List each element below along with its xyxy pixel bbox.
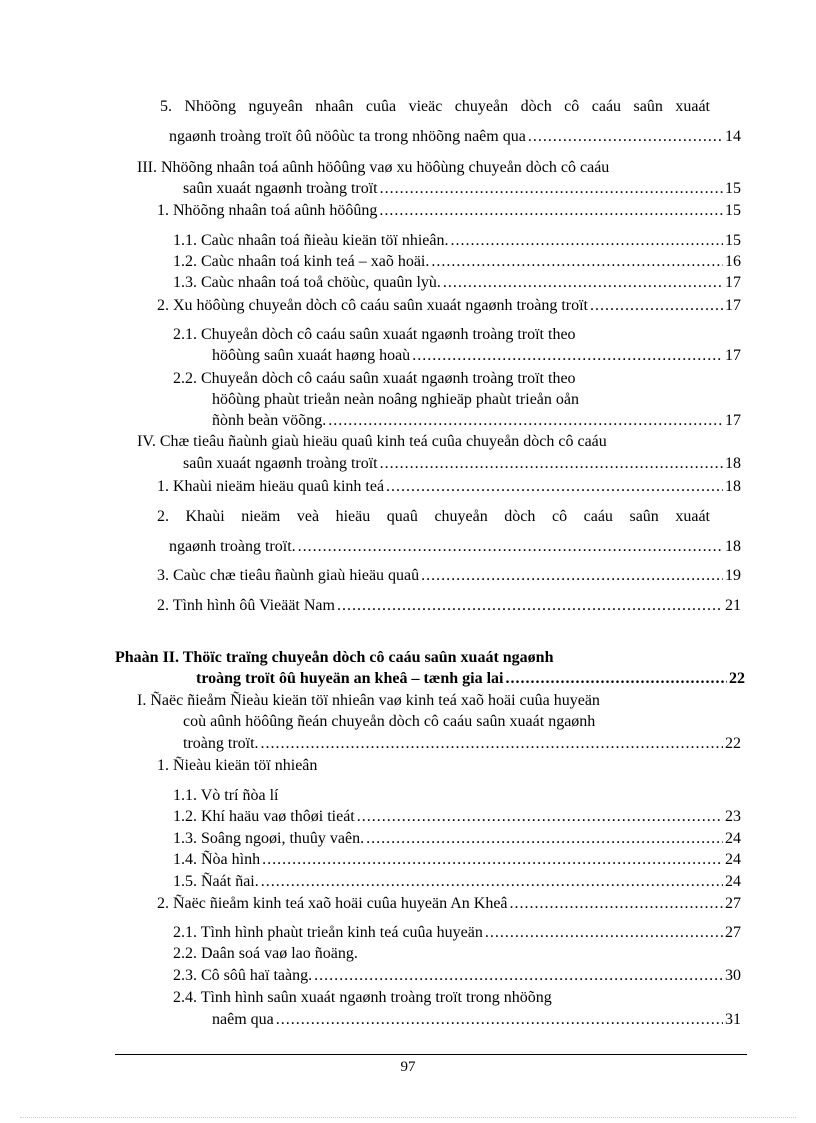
toc-entry: 2. Ñaëc ñieåm kinh teá xaõ hoäi cuûa huyeän An Kheâ ..... 27 bbox=[157, 893, 741, 915]
toc-entry: 1.2. Khí haäu vaø thôøi tieát ..... 23 bbox=[173, 806, 741, 828]
toc-heading: III. Nhöõng nhaân toá aûnh höôûng vaø xu höôùng chuyeån dòch cô caáu bbox=[137, 159, 610, 176]
toc-entry: 1.3. Soâng ngoøi, thuûy vaên. ..... 24 bbox=[173, 828, 741, 850]
toc-entry: 2. Tình hình ôû Vieäät Nam ..... 21 bbox=[157, 595, 741, 617]
toc-entry: saûn xuaát ngaønh troàng troït ..... 15 bbox=[183, 178, 741, 200]
toc-entry: 2.4. Tình hình saûn xuaát ngaønh troàng troït trong nhöõng bbox=[173, 989, 552, 1006]
toc-entry: 1.1. Vò trí ñòa lí bbox=[173, 787, 279, 804]
page-edge-divider bbox=[20, 1117, 796, 1118]
toc-entry: 3. Caùc chæ tieâu ñaùnh giaù hieäu quaû ..... 19 bbox=[157, 565, 741, 587]
toc-entry: troàng troït. ..... 22 bbox=[183, 733, 741, 755]
toc-entry: 2.1. Chuyeån dòch cô caáu saûn xuaát ngaønh troàng troït theo bbox=[173, 326, 576, 343]
toc-entry: 1. Ñieàu kieän töï nhieân bbox=[157, 757, 318, 774]
toc-heading: IV. Chæ tieâu ñaùnh giaù hieäu quaû kinh teá cuûa chuyeån dòch cô caáu bbox=[137, 433, 607, 450]
toc-entry: naêm qua ..... 31 bbox=[212, 1009, 741, 1031]
toc-entry: höôùng saûn xuaát haøng hoaù ..... 17 bbox=[212, 345, 741, 367]
toc-part-heading: troàng troït ôû huyeän an kheâ – tænh gia lai ..... 22 bbox=[196, 668, 745, 690]
toc-entry: 1. Nhöõng nhaân toá aûnh höôûng ..... 15 bbox=[157, 200, 741, 222]
toc-entry: 2.3. Cô sôû haï taàng. ..... 30 bbox=[173, 965, 741, 987]
toc-entry: 2.2. Chuyeån dòch cô caáu saûn xuaát ngaønh troàng troït theo bbox=[173, 370, 576, 387]
toc-part-heading: Phaàn II. Thöïc traïng chuyeån dòch cô caáu saûn xuaát ngaønh bbox=[115, 649, 554, 666]
footer-rule bbox=[115, 1054, 747, 1055]
toc-entry: coù aûnh höôûng ñeán chuyeån dòch cô caáu saûn xuaát ngaønh bbox=[183, 713, 596, 730]
toc-entry: ngaønh troàng troït ôû nöôùc ta trong nhöõng naêm qua ..... 14 bbox=[169, 126, 741, 148]
toc-entry: höôùng phaùt trieån neàn noâng nghieäp phaùt trieån oån bbox=[212, 391, 579, 408]
toc-entry: 1.1. Caùc nhaân toá ñieàu kieän töï nhieân. ..... 15 bbox=[173, 230, 741, 252]
toc-entry: 1.2. Caùc nhaân toá kinh teá – xaõ hoäi. ..... 16 bbox=[173, 251, 741, 273]
toc-entry: 2.2. Daân soá vaø lao ñoäng. bbox=[173, 945, 358, 962]
toc-heading: I. Ñaëc ñieåm Ñieàu kieän töï nhieân vaø kinh teá xaõ hoäi cuûa huyeän bbox=[137, 692, 600, 709]
toc-entry: 2. Khaùi nieäm veà hieäu quaû chuyeån dòch cô caáu saûn xuaát bbox=[157, 508, 710, 525]
toc-entry: 1.4. Ñòa hình ..... 24 bbox=[173, 849, 741, 871]
toc-entry: 1.5. Ñaát ñai. ..... 24 bbox=[173, 871, 741, 893]
toc-entry: saûn xuaát ngaønh troàng troït ..... 18 bbox=[183, 453, 741, 475]
toc-entry: ngaønh troàng troït. ..... 18 bbox=[169, 536, 741, 558]
toc-entry: 1. Khaùi nieäm hieäu quaû kinh teá ..... 18 bbox=[157, 476, 741, 498]
toc-entry: ñònh beàn vöõng. ..... 17 bbox=[212, 410, 741, 432]
page-number: 97 bbox=[400, 1059, 416, 1075]
toc-entry: 1.3. Caùc nhaân toá toå chöùc, quaûn lyù. ..... 17 bbox=[173, 272, 741, 294]
toc-entry: 5. Nhöõng nguyeân nhaân cuûa vieäc chuyeån dòch cô caáu saûn xuaát bbox=[160, 98, 710, 115]
toc-entry: 2.1. Tình hình phaùt trieån kinh teá cuûa huyeän ..... 27 bbox=[173, 922, 741, 944]
toc-entry: 2. Xu höôùng chuyeån dòch cô caáu saûn xuaát ngaønh troàng troït ..... 17 bbox=[157, 295, 741, 317]
